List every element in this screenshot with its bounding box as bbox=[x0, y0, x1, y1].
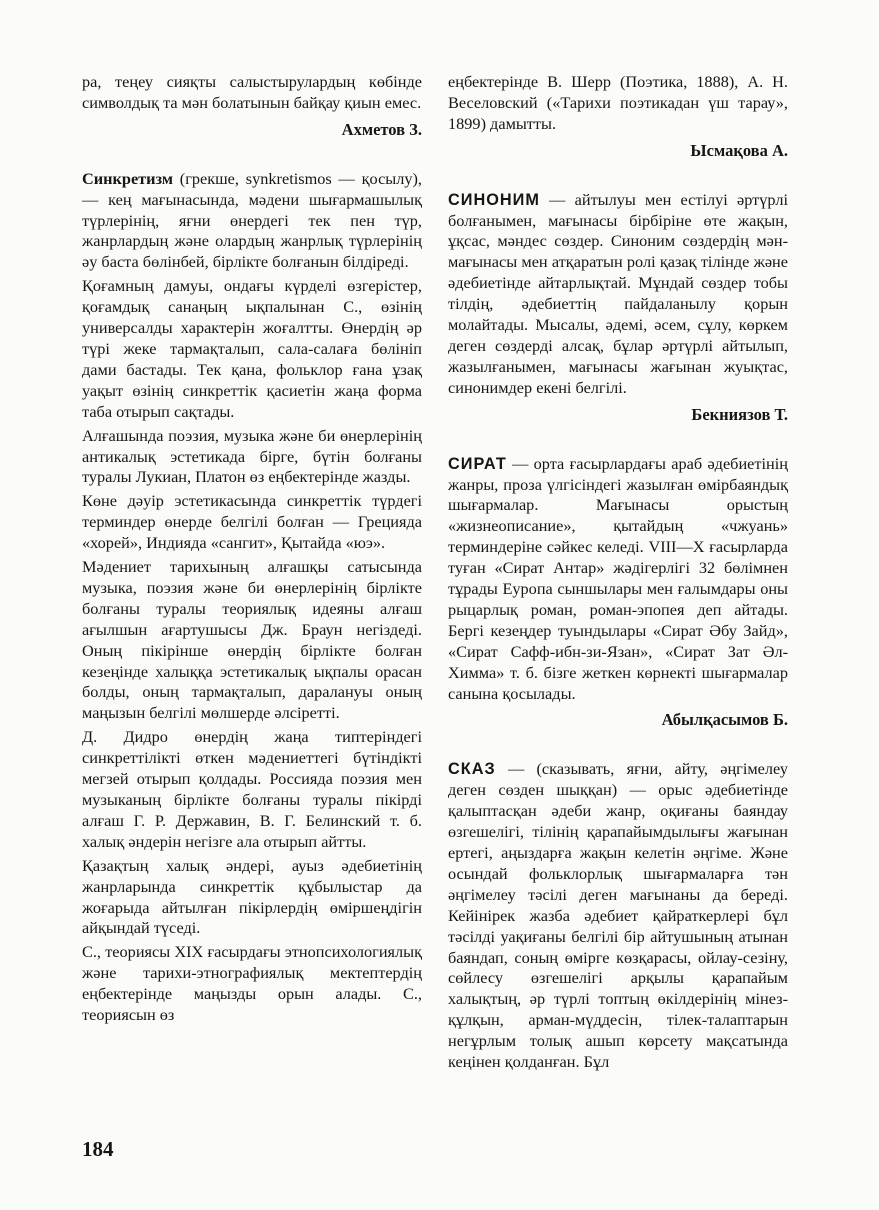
entry-skaz bbox=[448, 759, 788, 1073]
paragraph: С., теориясы XIX ғасырдағы этнопсихологиялық және тарихи-этнографиялық мектептердің еңбектерінде маңызды орын алады. С., теориясын өз bbox=[82, 942, 422, 1025]
right-column bbox=[448, 72, 788, 1076]
entry-term: СИРАТ bbox=[448, 454, 507, 473]
paragraph: Қоғамның дамуы, ондағы күрделі өзгерістер, қоғамдық санаңың ықпалынан С., өзінің универсалды характерін жоғалтты. Өнердің әр түрі жеке тармақталып, сала-салаға бөлініп дами бастады. Тек қана, фольклор ғана ұзақ уақыт өзінің синкреттік қасиетін жаңа форма таба отырып сақтады. bbox=[82, 276, 422, 421]
paragraph: Көне дәуір эстетикасында синкреттік түрдегі терминдер өнерде белгілі болған — Грецияда «хорей», Индияда «сангит», Қытайда «юэ». bbox=[82, 491, 422, 553]
page-number: 184 bbox=[82, 1137, 114, 1161]
author-signature: Абылқасымов Б. bbox=[661, 710, 788, 730]
entry-definition: — айтылуы мен естілуі әртүрлі болғанымен, мағынасы бірбіріне өте жақын, ұқсас, мәндес сөздер. Синоним сөздердің мән-мағынасы мен атқаратын ролі қазақ тілінде және әдебиетінде айтарлықтай. Мұндай сөздер тобы тілдің, әдебиеттің пайдаланылу қорын молайтады. Мысалы, әдемі, әсем, сұлу, көркем деген сөздерді алсақ, бұлар әртүрлі айтылып, жазылғанымен, мағынасы жағынан жуықтас, синонимдер екені белгілі. bbox=[448, 189, 788, 397]
author-signature: Ахметов З. bbox=[341, 119, 422, 139]
entry-definition: — (сказывать, яғни, айту, әңгімелеу деген сөзден шыққан) — орыс әдебиетінде қалыптасқан әдеби жанр, оқиғаны баяндау өзгешелігі, тілінің қарапайымдылығы жағынан ертегі, аңыздарға жақын келетін әңгіме. Және осындай фольклорлық шығармаларға тән әңгімелеу тәсілі деген мағынаны да береді. Кейінірек жазба әдебиет қайраткерлері бұл тәсілді уақиғаны белгілі бір айтушының атынан баяндап, соның өмірге көзқарасы, ойлау-сезіну, сөйлесу өзгешелігі арқылы қарапайым халықтың, әр түрлі топтың өкілдерінің мінез-құлқын, арман-мүддесін, тілек-талаптарын негұрлым толық ашып көрсету мақсатында кеңінен қолданған. Бұл bbox=[448, 759, 788, 1072]
entry-term: СИНОНИМ bbox=[448, 190, 540, 209]
paragraph: Қазақтың халық әндері, ауыз әдебиетінің жанрларында синкреттік құбылыстар да жоғарыда айтылған пікірлердің өміршеңдігін айқындай түседі. bbox=[82, 855, 422, 938]
entry-definition: — орта ғасырлардағы араб әдебиетінің жанры, проза үлгісіндегі жазылған өмірбаяндық шығармалар. Мағынасы орыстың «жизнеописание», қытайдың «чжуань» терминдеріне сәйкес келеді. VIII—X ғасырларда туған «Сират Антар» жәдігерлігі 32 бөлімнен тұрады Еуропа сыншылары мен ғалымдары оны рыцарлық роман, роман-эпопея деп айтады. Бергі кезеңдер туындылары «Сират Әбу Зайд», «Сират Сафф-ибн-зи-Язан», «Сират Зат Әл-Химма» т. б. бізге жеткен көрнекті шығармалар санына қосылады. bbox=[448, 453, 788, 703]
paragraph: Мәдениет тарихының алғашқы сатысында музыка, поэзия және би өнерлерінің бірлікте болғаны туралы теориялық идеяны алғаш ағылшын ағартушысы Дж. Браун негіздеді. Оның пікірінше өнердің бірлікте болған кезеңінде халыққа эстетикалық ықпалы орасан болды, оның тармақталып, даралануы оның маңызын белгілі мөлшерде әлсіретті. bbox=[82, 557, 422, 723]
author-signature: Бекниязов Т. bbox=[691, 404, 788, 424]
entry-term: Синкретизм bbox=[82, 168, 173, 188]
paragraph: Алғашында поэзия, музыка және би өнерлерінің антикалық эстетикада бірге, бүтін болғаны туралы Лукиан, Платон өз еңбектерінде жазды. bbox=[82, 425, 422, 487]
left-column bbox=[82, 72, 422, 1029]
entry-sirat bbox=[448, 454, 788, 705]
continued-paragraph: еңбектерінде В. Шерр (Поэтика, 1888), А. Н. Веселовский («Тарихи поэтикадан үш тарау», 1899) дамытты. bbox=[448, 72, 788, 133]
author-signature: Ысмақова А. bbox=[690, 140, 788, 160]
paragraph: Д. Дидро өнердің жаңа типтеріндегі синкреттілікті өткен мәдениеттегі бүтіндікті мегзей отырып қолдады. Россияда поэзия мен музыканың бірлікте болғаны туралы пікірді алғаш Г. Р. Державин, В. Г. Белинский т. б. халық әндерін негізге ала отырып айтты. bbox=[82, 727, 422, 851]
entry-sinonim bbox=[448, 190, 788, 399]
continued-paragraph: ра, теңеу сияқты салыстырулардың көбінде символдық та мән болатынын байқау қиын емес. bbox=[82, 72, 422, 112]
entry-sinkretizm bbox=[82, 169, 422, 274]
entry-term: СКАЗ bbox=[448, 760, 496, 779]
entry-definition: (грекше, synkretismos — қосылу),— кең мағынасында, мәдени шығармашылық түрлерінің, яғни өнердегі тек пен түр, жанрлардың және олардың жанрлық түрлерінің әу баста бөлінбей, бірлікте болғанын білдіреді. bbox=[82, 168, 422, 272]
